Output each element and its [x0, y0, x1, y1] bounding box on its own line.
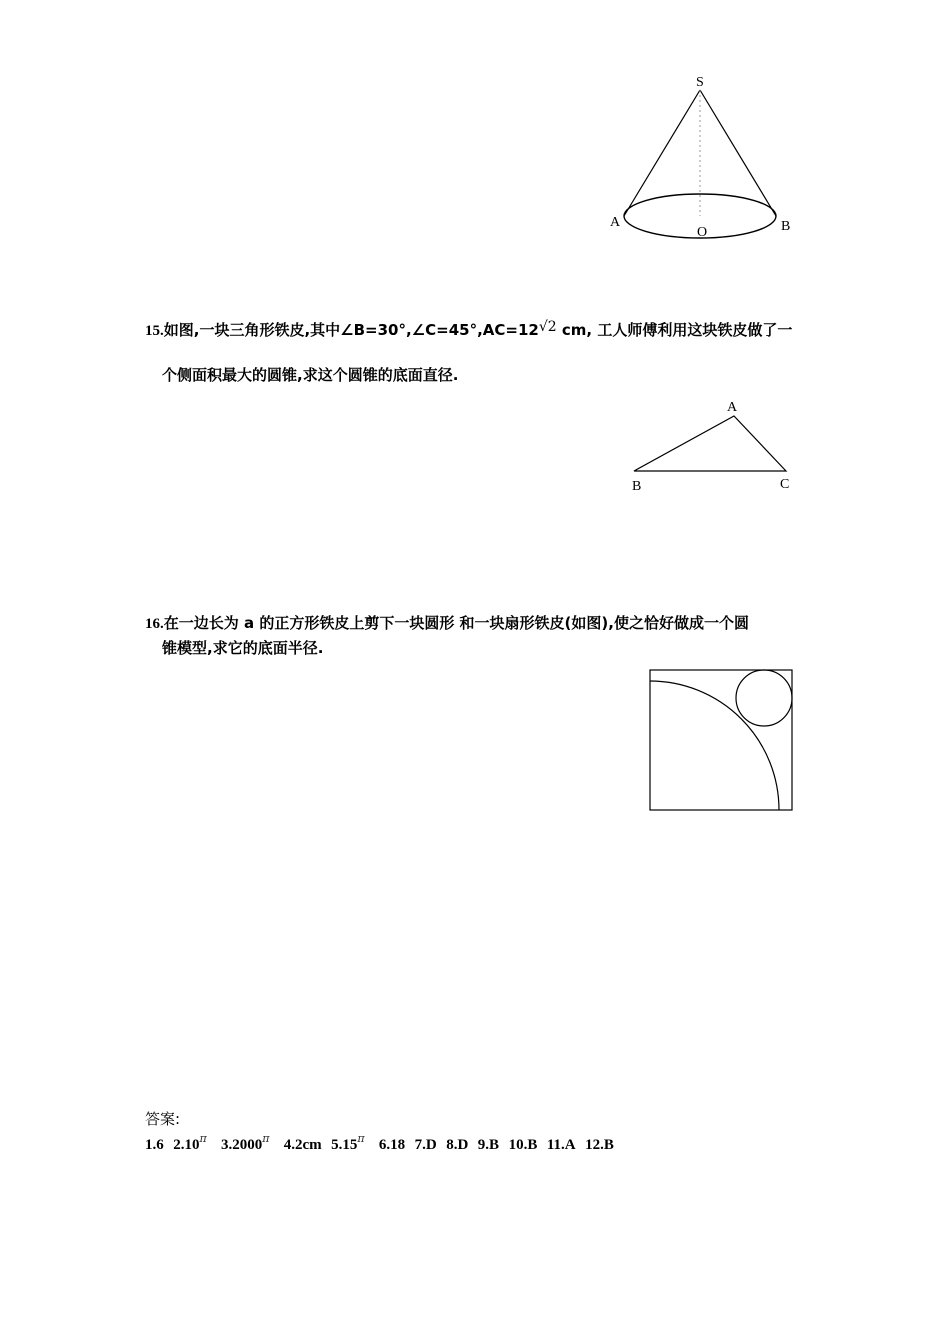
label-b: B [781, 219, 791, 234]
question-16-number: 16. [145, 616, 164, 632]
answer-3: 3.2000 [220, 1137, 263, 1153]
answer-10: 10.B [508, 1137, 538, 1153]
label-tri-c: C [780, 477, 790, 492]
question-16-line2 [162, 637, 323, 658]
square-sector-figure [648, 668, 798, 814]
triangle-abc [634, 416, 786, 471]
square-outline [650, 670, 792, 810]
answers-heading-text: 答案: [145, 1110, 181, 1128]
question-15-line2 [162, 364, 458, 385]
label-s: S [696, 75, 704, 90]
question-15-line1 [145, 319, 792, 340]
sqrt-two: √2 [538, 319, 557, 335]
answers-line [145, 1132, 614, 1154]
label-o: O [697, 225, 708, 240]
question-16-text-line2: 锥模型,求它的底面半径. [162, 639, 324, 657]
label-tri-b: B [632, 479, 642, 494]
question-16-line1 [145, 612, 749, 633]
answer-6: 6.18 [378, 1137, 406, 1153]
question-15-text-a: 如图,一块三角形铁皮,其中∠B=30°,∠C=45°,AC=12 [163, 321, 539, 339]
pi-symbol-3: π [262, 1132, 270, 1145]
answers-heading [145, 1108, 180, 1129]
pi-symbol-5: π [357, 1132, 365, 1145]
answer-11: 11.A [546, 1137, 576, 1153]
answer-4: 4.2cm [283, 1137, 322, 1153]
answer-5: 5.15 [331, 1137, 358, 1153]
triangle-figure [620, 394, 800, 494]
label-tri-a: A [727, 400, 738, 415]
answer-2: 2.10 [173, 1137, 200, 1153]
label-a: A [610, 215, 621, 230]
cone-figure [600, 68, 810, 248]
answer-12: 12.B [585, 1137, 614, 1153]
pi-symbol-2: π [199, 1132, 207, 1145]
question-15-number: 15. [145, 323, 164, 339]
question-15-text-b: cm, 工人师傅利用这块铁皮做了一 [556, 321, 793, 339]
answer-1: 1.6 [145, 1137, 164, 1153]
small-circle [736, 670, 792, 726]
sector-arc [650, 681, 779, 810]
question-15-text-line2: 个侧面积最大的圆锥,求这个圆锥的底面直径. [162, 366, 459, 384]
answer-7: 7.D [414, 1137, 437, 1153]
question-16-text-line1: 在一边长为 a 的正方形铁皮上剪下一块圆形 和一块扇形铁皮(如图),使之恰好做成一个圆 [163, 614, 749, 632]
answer-9: 9.B [477, 1137, 500, 1153]
answer-8: 8.D [446, 1137, 469, 1153]
